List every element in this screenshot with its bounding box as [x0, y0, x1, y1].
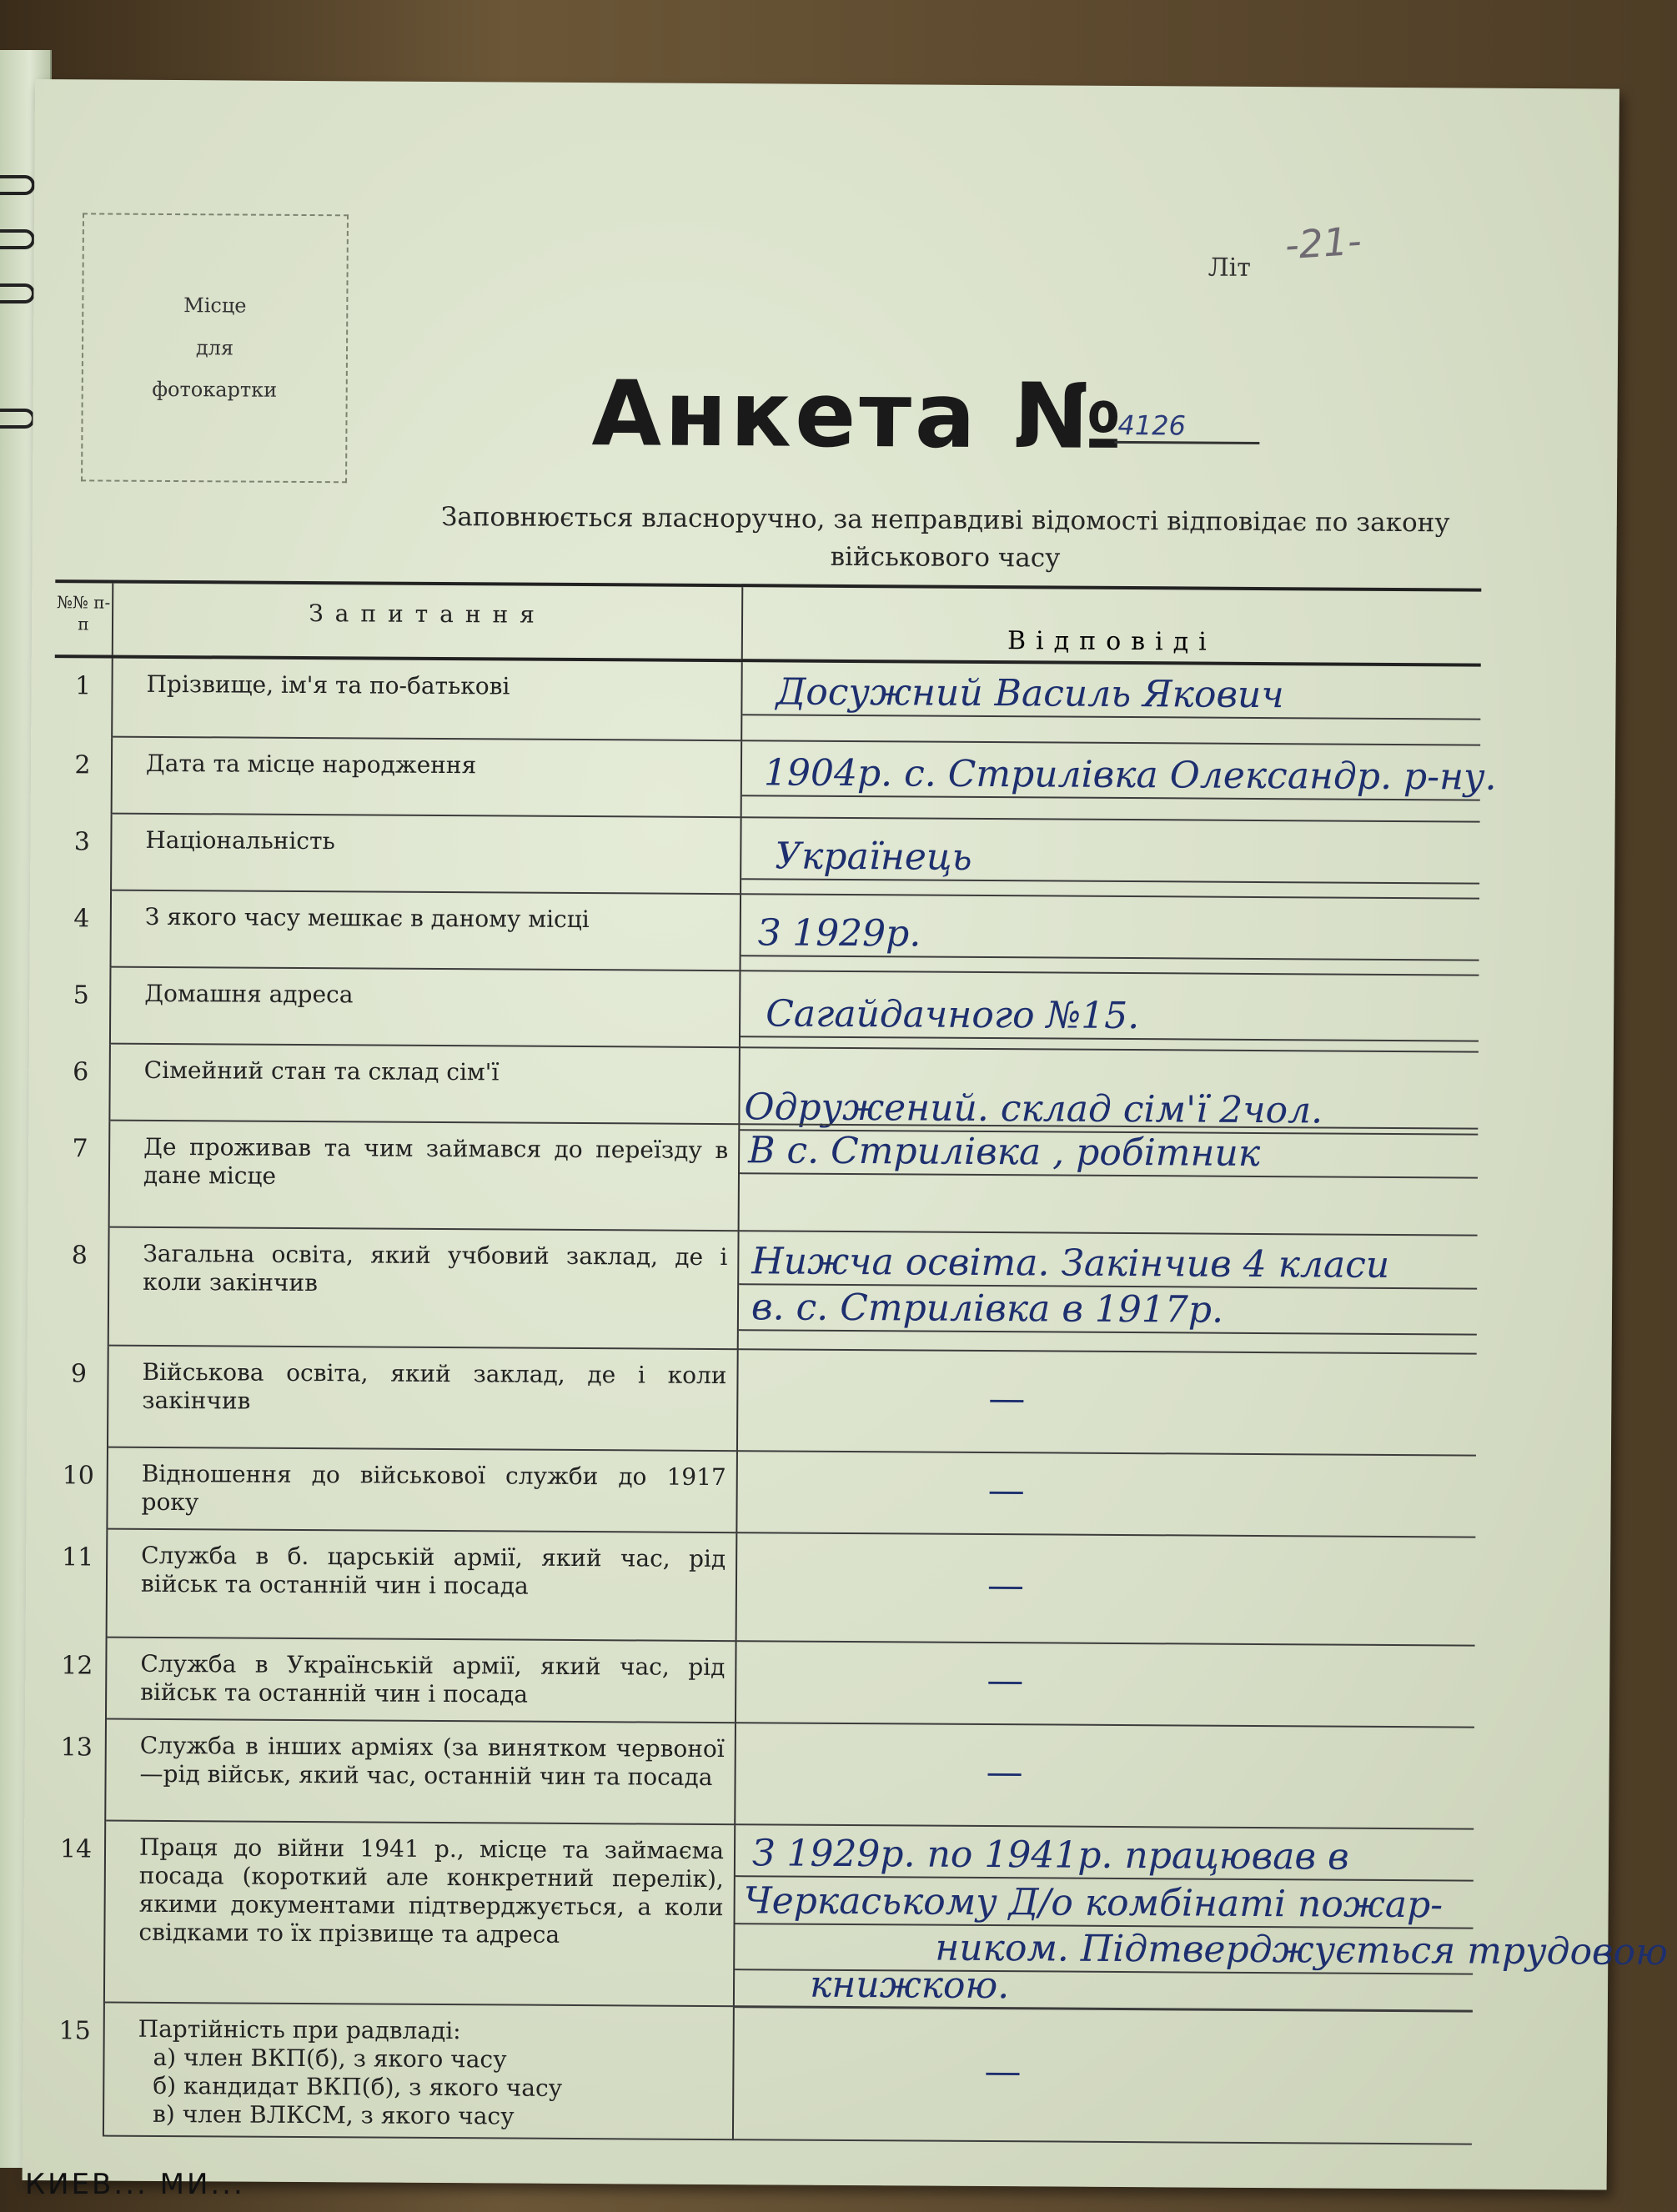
row-number: 6 [52, 1044, 111, 1121]
table-row [46, 2003, 1473, 2144]
questionnaire-table [46, 579, 1669, 2144]
question-text: Національність [145, 825, 335, 855]
row-number: 10 [49, 1447, 108, 1529]
question-text: Прізвище, ім'я та по-батькові [146, 670, 510, 700]
table-row [54, 658, 1481, 745]
row-number: 2 [54, 737, 113, 814]
handwritten-answer: Нижча освіта. Закінчив 4 класи [751, 1240, 1390, 1287]
question-text: Де проживав та чим займався до переїзду в дане місце [143, 1132, 729, 1190]
question-text: Праця до війни 1941 р., місце та займаєма посада (короткий але конкретний перелік), якими документами підтверджується, а коли свідками то їх прізвище та адреса [138, 1833, 725, 1949]
question-cell [110, 1045, 741, 1126]
binding-ring [0, 409, 35, 429]
subtitle: Заповнюється власноручно, за неправдиві відомості відповідає по закону військового часу [440, 501, 1450, 574]
question-subitem: б) кандидат ВКП(б), з якого часу [153, 2072, 563, 2103]
empty-answer-dash: — [986, 1751, 1023, 1794]
answer-cell [741, 818, 1480, 899]
answer-cell [740, 1048, 1479, 1132]
col-question-header: Запитання [113, 584, 744, 660]
answer-line [741, 878, 1479, 884]
question-cell [112, 815, 742, 895]
row-number: 7 [52, 1121, 111, 1227]
footer-stamp: КИЕВ... МИ... [25, 2168, 245, 2201]
table-row [52, 1121, 1479, 1236]
question-cell [108, 1448, 738, 1534]
handwritten-answer: Черкаському Д/о комбінаті пожар- [743, 1879, 1444, 1927]
handwritten-answer: З 1929р. [757, 911, 921, 956]
handwritten-answer: в. с. Стрилівка в 1917р. [751, 1286, 1224, 1332]
empty-answer-dash: — [988, 1377, 1026, 1421]
binding-ring [0, 283, 35, 303]
empty-answer-dash: — [987, 1659, 1024, 1703]
handwritten-answer: Українець [775, 835, 972, 879]
handwritten-answer: книжкою. [809, 1963, 1010, 2008]
col-no-header: №№ п-п [55, 583, 114, 655]
question-text: З якого часу мешкає в даному місці [144, 902, 590, 934]
question-text: Служба в інших арміях (за винятком червоної—рід військ, який час, останній чин та посада [139, 1731, 725, 1792]
row-number: 12 [48, 1638, 108, 1719]
answer-cell [737, 1533, 1476, 1646]
page-title: Анкета № [591, 362, 1126, 469]
question-cell [105, 1822, 736, 2008]
photo-placeholder [81, 213, 349, 483]
answer-cell [736, 1642, 1475, 1728]
answer-cell [736, 1723, 1474, 1829]
questionnaire-sheet [23, 79, 1669, 2190]
question-cell [110, 1121, 741, 1232]
row-number: 11 [49, 1529, 108, 1638]
question-cell [106, 1720, 736, 1826]
handwritten-answer: З 1929р. по 1941р. працював в [751, 1832, 1349, 1878]
answer-cell [741, 971, 1479, 1052]
question-text: Сімейний стан та склад сім'ї [143, 1056, 500, 1086]
binding-ring [0, 175, 35, 195]
row-number: 5 [53, 967, 112, 1044]
answer-cell [740, 1125, 1479, 1236]
table-row [52, 1044, 1479, 1132]
answer-cell [739, 1231, 1478, 1354]
table-row [50, 1346, 1477, 1456]
question-text: Загальна освіта, який учбовий заклад, де і коли закінчив [143, 1239, 728, 1297]
row-number: 14 [47, 1821, 106, 2003]
lit-label: Літ [1208, 253, 1251, 283]
table-row [51, 1227, 1478, 1354]
row-number: 3 [53, 814, 113, 890]
row-number: 1 [54, 658, 113, 737]
question-text: Дата та місце народження [145, 749, 477, 780]
answer-cell [734, 2007, 1473, 2144]
photo-label-2: для [195, 335, 234, 360]
table-body [46, 658, 1669, 2144]
table-header [55, 583, 1482, 666]
question-text: Служба в б. царській армії, який час, рід військ та останній чин і посада [140, 1541, 726, 1600]
row-number: 8 [51, 1227, 110, 1346]
row-number: 13 [48, 1719, 107, 1821]
lit-number: -21- [1283, 218, 1363, 268]
question-text: Відношення до військової служби до 1917 року [141, 1459, 726, 1517]
question-cell [104, 2004, 735, 2141]
answer-cell [742, 662, 1481, 745]
handwritten-answer: В с. Стрилівка , робітник [748, 1129, 1261, 1175]
table-row [48, 1638, 1475, 1728]
question-text: Служба в Українській армії, який час, рід військ та останній чин і посада [140, 1649, 726, 1708]
answer-cell [742, 741, 1497, 822]
question-cell [111, 891, 741, 972]
question-cell [108, 1347, 739, 1452]
question-cell [109, 1228, 740, 1351]
table-row [54, 737, 1497, 822]
table-row [53, 814, 1480, 899]
table-row [47, 1821, 1669, 2011]
row-number: 9 [50, 1346, 109, 1447]
binding-ring [0, 229, 35, 249]
question-cell [107, 1638, 737, 1724]
answer-cell [735, 1825, 1669, 2011]
handwritten-answer: ником. Підтверджується трудовою [935, 1926, 1669, 1974]
table-row [49, 1529, 1476, 1646]
empty-answer-dash: — [987, 1469, 1025, 1512]
answer-cell [738, 1350, 1477, 1456]
question-text: Партійність при радвладі: [138, 2014, 461, 2045]
handwritten-answer: Досужний Василь Якович [776, 670, 1284, 717]
question-cell [108, 1530, 738, 1643]
photo-label-3: фотокартки [152, 378, 278, 402]
table-row [48, 1719, 1474, 1829]
handwritten-answer: Одружений. склад сім'ї 2чол. [744, 1086, 1323, 1132]
answer-cell [741, 895, 1479, 976]
row-number: 4 [53, 890, 112, 967]
table-row [53, 967, 1479, 1052]
col-answer-header: Відповіді [1007, 626, 1217, 657]
handwritten-answer: Сагайдачного №15. [766, 992, 1140, 1038]
question-cell [113, 659, 743, 742]
question-cell [113, 738, 743, 819]
table-row [49, 1447, 1476, 1537]
form-number: 4126 [1114, 409, 1259, 444]
handwritten-answer: 1904р. с. Стрилівка Олександр. р-ну. [763, 751, 1497, 799]
row-number: 15 [46, 2003, 105, 2136]
empty-answer-dash: — [987, 1564, 1025, 1608]
question-cell [111, 968, 741, 1049]
question-text: Військова освіта, який заклад, де і коли закінчив [142, 1357, 727, 1415]
answer-line [741, 955, 1479, 961]
photo-label-1: Місце [183, 293, 247, 318]
table-row [53, 890, 1479, 976]
question-subitem: а) член ВКП(б), з якого часу [153, 2044, 507, 2074]
question-subitem: в) член ВЛКСМ, з якого часу [152, 2100, 515, 2131]
question-text: Домашня адреса [144, 979, 354, 1009]
answer-cell [737, 1452, 1476, 1537]
empty-answer-dash: — [984, 2049, 1022, 2094]
